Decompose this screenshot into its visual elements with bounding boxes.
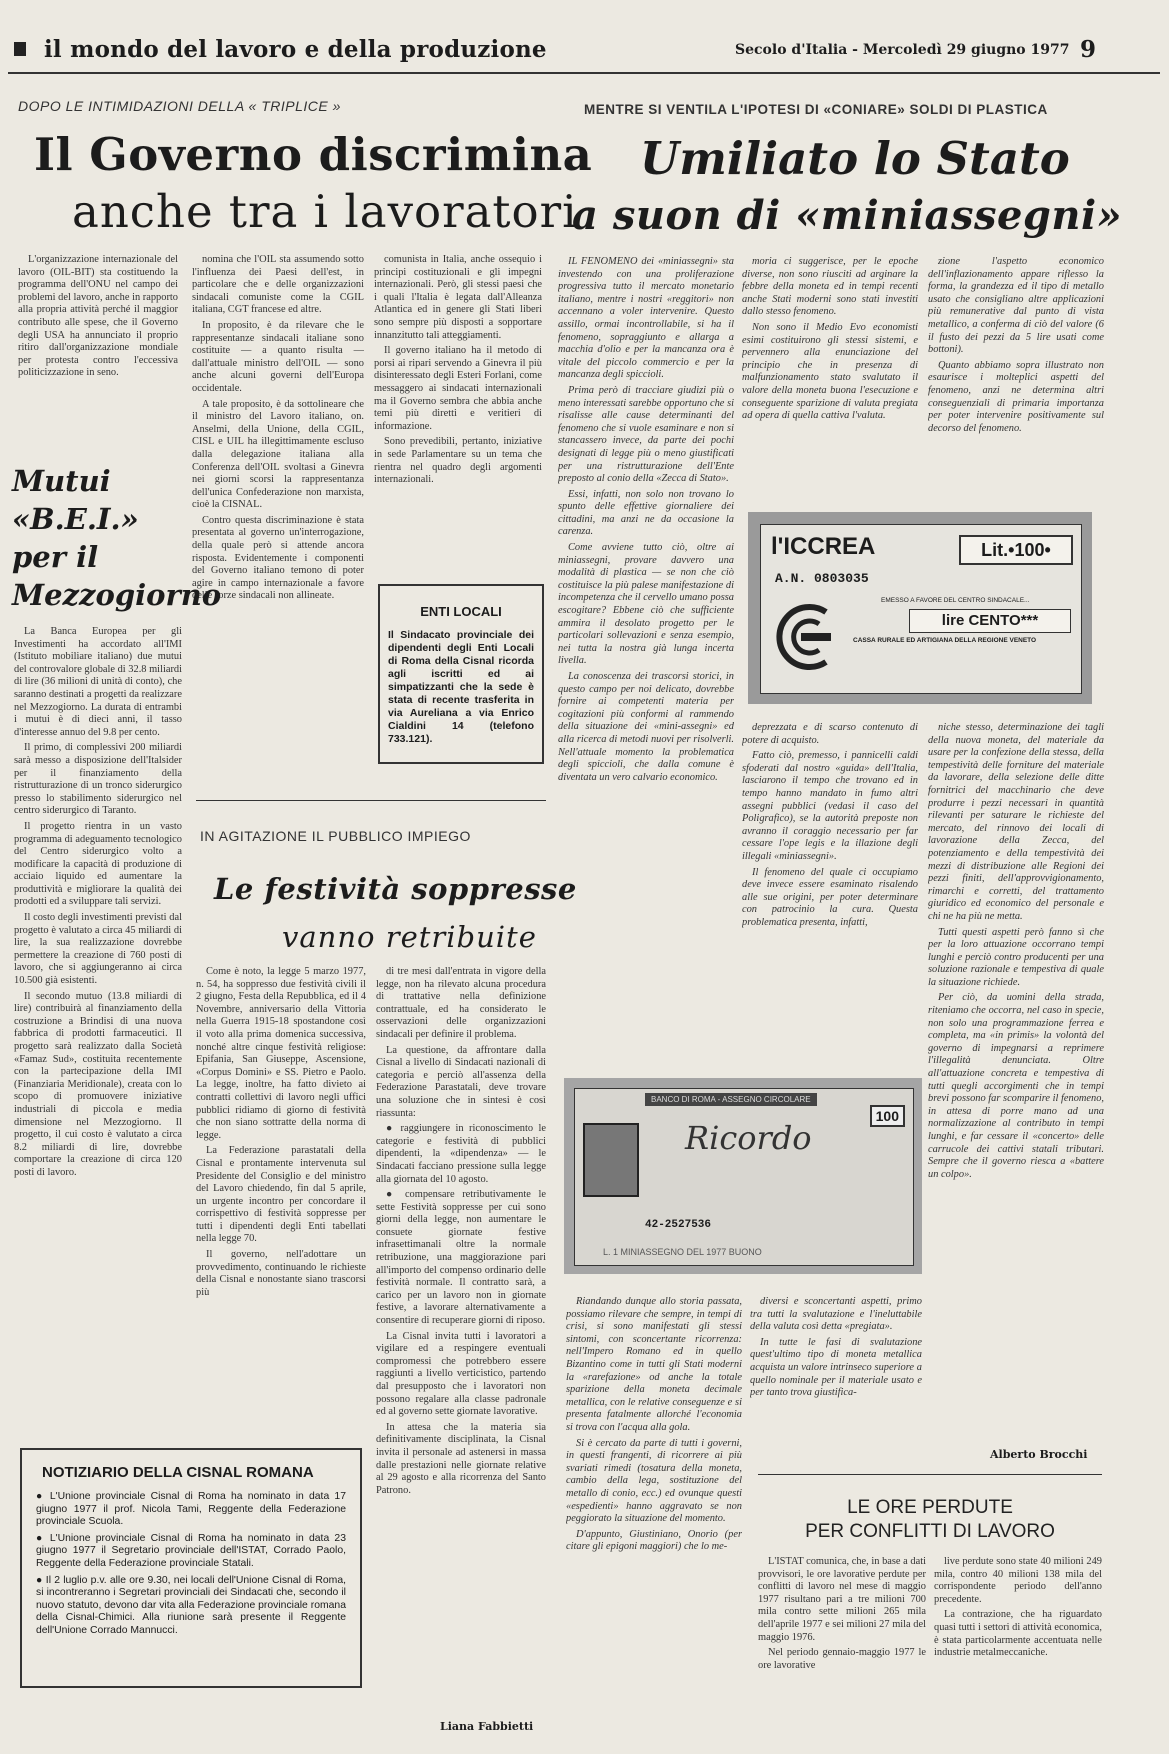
ore-perdute-top-rule xyxy=(758,1474,1102,1475)
paragraph: In proposito, è da rilevare che le rappresentanze sindacali italiane sono costituite — a quanto risulta — dall'attuale ministro dell'OIL — sono anche alcuni governi dell'Europa occidentale. xyxy=(192,319,364,394)
iccrea-amount-box: Lit.•100• xyxy=(959,535,1073,565)
paragraph: Come avviene tutto ciò, oltre ai miniassegni, provare davvero una modalità di plastica — se non che ciò costituisce la più palese manifestazione di incompetenza che il cervello umano possa escogitare? Ebbene ciò che sufficiente ammira il desolato progetto per le particolari sollevazioni e senza esempio, nei tutta la nostra già lunga incerta livella. xyxy=(558,542,734,667)
paragraph: L'organizzazione internazionale del lavoro (OIL-BIT) sta costituendo la programma dell'ONU nel campo dei problemi del lavoro, anche in rapporto alla propria attività perché il maggior contributo alle spese, che il Governo degli USA ha annunciato il proprio ritiro dall'organizzazione mondiale per protesta contro l'eccessiva politicizzazione in seno. xyxy=(18,254,178,379)
iccrea-cheque-photo xyxy=(748,512,1092,704)
paragraph: Riandando dunque allo storia passata, possiamo rilevare che sempre, in tempi di crisi, si sono manifestati gli stessi sintomi, con sconcertante ricorrenza: nell'Impero Romano ed in quello Bizantino come in tutti gli Stati moderni la «rarefazione» od anche la totale sparizione della moneta decimale metallica, con le relative conseguenze e si presenta fatalmente allorché l'economia si trova con l'acqua alla gola. xyxy=(566,1296,742,1433)
paragraph: Sono prevedibili, pertanto, iniziative in sede Parlamentare su un tema che rientra nel quadro degli argomenti internazionali. xyxy=(374,436,542,486)
paragraph: Il fenomeno del quale ci occupiamo deve invece essere esaminato risalendo alle sue origini, per poter determinare con patrocinio la cura. Questa problematica presenta, infatti, xyxy=(742,866,918,928)
enti-locali-title: ENTI LOCALI xyxy=(420,604,502,619)
banco-cheque-amount: 100 xyxy=(870,1105,905,1127)
banco-cheque-signature: Ricordo xyxy=(685,1119,812,1157)
mutui-headline-3: per il xyxy=(12,540,99,574)
section-title: il mondo del lavoro e della produzione xyxy=(44,36,547,63)
paragraph: niche stesso, determinazione dei tagli della nuova moneta, del materiale da usare per la confezione della stessa, della tempestività delle forniture del materiale da lavorare, della selezione delle ditte fornitrici del macchinario che deve produrre i pezzi necessari in quantità rilevanti per saturare le richieste del mercato, del rinnovo dei locali di lavorazione della Zecca, del potenziamento e della tempestività dei mezzi di distribuzione alle Regioni dei pezzi finiti, dell'approvvigionamento, rimarchi e corretti, del trattamento giuridico ed economico del personale e chi ne ha più ne metta. xyxy=(928,722,1104,922)
paragraph: Non sono il Medio Evo economisti esimi costituirono gli stessi sistemi, e pervennero alla enunciazione del principio che in presenza di malfunzionamento stato svalutato il valore della moneta buona l'esecuzione e conseguente sparizione di valuta pregiata ad opera di quella cattiva l'valuta. xyxy=(742,321,918,422)
iccrea-cheque xyxy=(760,524,1082,694)
ore-perdute-title-2: PER CONFLITTI DI LAVORO xyxy=(805,1521,1055,1542)
page-number: 9 xyxy=(1080,36,1097,63)
stato-col-2-bottom xyxy=(750,1296,922,1456)
ore-perdute-title xyxy=(758,1496,1102,1544)
paragraph: L'ISTAT comunica, che, in base a dati provvisori, le ore lavorative perdute per conflitti di lavoro nel mese di maggio 1977 risultano pari a tre milioni 700 mila contro sette milioni 265 mila dell'aprile 1977 e sei milioni 27 mila del maggio 1976. xyxy=(758,1556,926,1643)
iccrea-amount-words: lire CENTO*** xyxy=(909,609,1071,633)
iccrea-issued-by: EMESSO A FAVORE DEL CENTRO SINDACALE... xyxy=(881,597,1030,604)
paragraph: Essi, infatti, non solo non trovano lo spunto delle effettive giornaliere dei cittadini, ma anzi ne da occasione la carenza. xyxy=(558,488,734,538)
paragraph: IL FENOMENO dei «miniassegni» sta investendo con una proliferazione progressiva tutto il mercato monetario italiano, mentre i nostri «reggitori» non accennano a voler intervenire. Questo assillo, ormai incontrollabile, si ha il fenomeno, sopraggiunto e allarga a macchia d'olio e per la mancanza ora è vitale del piccolo commercio e per la mancanza degli spiccioli. xyxy=(558,256,734,381)
section-marker xyxy=(14,42,26,56)
paragraph: comunista in Italia, anche ossequio i principi costituzionali e gli impegni internazionali. Però, gli stessi paesi che i quali l'Italia è legata dall'Alleanza Atlantica ed in genere gli Stati liberi sono sempre più disposti a sopportare innanzitutto tali atteggiamenti. xyxy=(374,254,542,341)
stato-col-3-top xyxy=(928,256,1104,482)
paragraph: Quanto abbiamo sopra illustrato non esaurisce i molteplici aspetti del fenomeno, anzi ne determina altri conseguenziali di primaria importanza per poter intervenire positivamente sul decorso del fenomeno. xyxy=(928,359,1104,434)
stato-col-2-mid xyxy=(928,722,1104,1462)
paragraph: Fatto ciò, premesso, i pannicelli caldi sfoderati dal nostro «guida» dell'Italia, lasciarono il tempo che trovano ed in tempo hanno mandato in fumo altri assegni pubblici (vedasi il caso del Poligrafico), se la autorità preposte non avranno il coraggio necessario per far cessare l'ope legis e la illazione degli illegali «miniassegni». xyxy=(742,750,918,862)
festivita-byline: Liana Fabbietti xyxy=(440,1720,534,1733)
paragraph: Il primo, di complessivi 200 miliardi sarà messo a disposizione dell'Italsider per il finanziamento della ristrutturazione di un tronco siderurgico presso lo stabilimento siderurgico nel centro siderurgico di Taranto. xyxy=(14,742,182,817)
kicker-stato: MENTRE SI VENTILA L'IPOTESI DI «CONIARE» SOLDI DI PLASTICA xyxy=(584,102,1048,117)
ore-perdute-title-1: LE ORE PERDUTE xyxy=(847,1497,1013,1518)
governo-col-3 xyxy=(374,254,542,540)
banco-cheque-header: BANCO DI ROMA - ASSEGNO CIRCOLARE xyxy=(645,1093,817,1106)
mutui-headline-1: Mutui xyxy=(12,464,111,498)
paragraph: La conoscenza dei trascorsi storici, in questo campo per noi delicato, dovrebbe fornire ai competenti materia per cogitazioni più conformi al rammendo della situazione dei «mini-assegni» ed alla ricerca di metodi nuovi per risolverli. Nell'attuale momento la problematica degli spiccioli, che dalla comune è diventata un vero calvario economico. xyxy=(558,671,734,783)
iccrea-serial: A.N. 0803035 xyxy=(775,571,869,586)
paragraph: D'appunto, Giustiniano, Onorio (per citare gli epigoni maggiori) che lo me- xyxy=(566,1528,742,1553)
header-rule xyxy=(8,72,1160,74)
paragraph: Nel periodo gennaio-maggio 1977 le ore lavorative xyxy=(758,1647,926,1671)
paragraph: Per ciò, da uomini della strada, riteniamo che occorra, nel caso in specie, non solo una programmazione ferrea e completa, ma «in primis» la volontà del governo di impegnarsi a reprimere l'illegalità denunciata. Oltre all'attuazione concreta e tempestiva di tutti quegli accorgimenti che in tempi brevi possono far scomparire il fenomeno, in attesa di porre mano ad una normalizzazione al contributo in tempi lunghi, e far cessare il «concerto» delle carrucole dei cattivi statali tributari. Sempre che il governo riesca a «battere un colpo». xyxy=(928,992,1104,1180)
stato-col-1-bottom xyxy=(566,1296,742,1700)
stato-col-2-top xyxy=(742,256,918,482)
paragraph: live perdute sono state 40 milioni 249 mila, contro 40 milioni 138 mila del corrispondente periodo dell'anno precedente. xyxy=(934,1556,1102,1605)
notiziario-item: ● Il 2 luglio p.v. alle ore 9.30, nei locali dell'Unione Cisnal di Roma, si incontreranno i Segretari provinciali dei Sindacati che, secondo il nuovo statuto, devono dar vita alla Federazione provinciale romana della Cisnal-Chimici. Alla riunione sarà presente il Reggente dell'Unione Corrado Mannucci. xyxy=(36,1574,346,1636)
festivita-top-rule xyxy=(196,800,546,801)
paragraph: Il costo degli investimenti previsti dal progetto è valutato a circa 45 miliardi di lire, la sua realizzazione dovrebbe permettere la creazione di 760 posti di lavoro, che si aggiungeranno ai circa 10.500 già esistenti. xyxy=(14,912,182,987)
banco-cheque-stamp-icon xyxy=(583,1123,639,1197)
paragraph: In tutte le fasi di svalutazione quest'ultimo tipo di moneta metallica acquista un valore intrinseco superiore a quello nominale per il materiale usato e per tanto trova giustifica- xyxy=(750,1336,922,1399)
paragraph: Contro questa discriminazione è stata presentata al governo un'interrogazione, della quale però si attende ancora risposta. Evidentemente i componenti del Governo italiano temono di poter agire in campo internazionale a favore delle forze sindacali non allineate. xyxy=(192,514,364,602)
stato-col-1-mid xyxy=(742,722,918,1122)
paragraph: zione l'aspetto economico dell'inflazionamento appare riflesso la forma, la grandezza ed il tipo di metallo usato che consigliano altre applicazioni più remunerative dal punto di vista metallico, a conferma di ciò del valore (6 il fusto dei pezzi da 5 lire usati come bottoni). xyxy=(928,256,1104,356)
headline-stato-1: Umiliato lo Stato xyxy=(640,132,1070,185)
paragraph: La questione, da affrontare dalla Cisnal a livello di Sindacati nazionali di categoria e perciò all'assenza della Federazione Parastatali, deve trovare una soluzione che in sintesi è così riassunta: xyxy=(376,1044,546,1119)
paragraph: di tre mesi dall'entrata in vigore della legge, non ha rilevato alcuna procedura di trattative nella definizione contrattuale, ed ha considerato le osservazioni delle organizzazioni sindacali per definire il problema. xyxy=(376,966,546,1040)
paragraph: Il governo italiano ha il metodo di porsi ai ripari servendo a Ginevra il più disinteressato degli Esteri Forlani, come messaggero ai sindacati internazionali ma il Governo sembra che abbia anche temi più diretti e veritieri di informazione. xyxy=(374,345,542,432)
paragraph: La contrazione, che ha riguardato quasi tutti i settori di attività economica, è stata particolarmente accentuata nelle industrie metalmeccaniche. xyxy=(934,1609,1102,1659)
paragraph: deprezzata e di scarso contenuto di potere di acquisto. xyxy=(742,722,918,746)
notiziario-title: NOTIZIARIO DELLA CISNAL ROMANA xyxy=(42,1464,314,1481)
stato-byline: Alberto Brocchi xyxy=(990,1448,1088,1461)
headline-festivita-2: vanno retribuite xyxy=(282,920,537,954)
paragraph: Prima però di tracciare giudizi più o meno interessati sarebbe opportuno che si risalisse alle cause determinanti del fenomeno che si vuole esaminare e non si stancassero invece, da parte dei pochi designati di legge più o meno giustificati per una ristrutturazione dell'Ente preposto al conio della «Zecca di Stato». xyxy=(558,384,734,485)
ore-perdute-col-1 xyxy=(758,1556,926,1746)
banco-cheque-caption: L. 1 MINIASSEGNO DEL 1977 BUONO xyxy=(603,1247,762,1257)
mutui-headline xyxy=(12,462,221,614)
banco-cheque-photo xyxy=(564,1078,922,1274)
paragraph: La Federazione parastatali della Cisnal e prontamente intervenuta sul Presidente del Consiglio e del ministro del Lavoro chiedendo, fin dal 5 aprile, un urgente incontro per concordare il corrispettivo di festività soppresse per tutti i dipendenti degli Enti tabellati nella legge 70. xyxy=(196,1145,366,1245)
paragraph: Si è cercato da parte di tutti i governi, in questi frangenti, di ricorrere ai più svariati rimedi (tosatura della moneta, cambio della lega, sostituzione del metallo di conio, ecc.) ed ovunque questi «espedienti» hanno aggravato se non peggiorato la situazione del momento. xyxy=(566,1437,742,1525)
paragraph: Il governo, nell'adottare un provvedimento, continuando le richieste della Cisnal e nonostante siano trascorsi più xyxy=(196,1249,366,1298)
paragraph: La Cisnal invita tutti i lavoratori a vigilare ed a respingere eventuali compromessi che potrebbero essere raggiunti a livello verticistico, partendo dal presupposto che i lavoratori non possono regalare alla classe padronale ed al governo sette giornate lavorative. xyxy=(376,1330,546,1418)
notiziario-box xyxy=(20,1448,362,1688)
paragraph: ● compensare retributivamente le sette Festività soppresse per cui sono giorni della legge, non aumentare le consuete giornate festive infrasettimanali oltre la normale retribuzione, una maggiorazione pari all'importo del compenso ordinario delle festività normale. Il contratto sarà, a carico per un lavoro non in giornate festive, a lavorare alternativamente a consentire di recuperare giorni di riposo. xyxy=(376,1189,546,1327)
mutui-headline-2: «B.E.I.» xyxy=(12,502,139,536)
mutui-headline-4: Mezzogiorno xyxy=(12,578,222,612)
kicker-governo: DOPO LE INTIMIDAZIONI DELLA « TRIPLICE » xyxy=(18,98,341,114)
kicker-festivita: IN AGITAZIONE IL PUBBLICO IMPIEGO xyxy=(200,828,471,844)
paragraph: Il secondo mutuo (13.8 miliardi di lire) contribuirà al finanziamento della costruzione a Brindisi di una nuova fabbrica di prodotti farmaceutici. Il progetto sarà realizzato dalla Società «Famaz Sud», costituita recentemente con la partecipazione della IMI (Finanziaria Meridionale), creata con lo scopo di promuovere iniziative industriali di piccola e media dimensione nel Mezzogiorno. Il progetto, il cui costo è valutato a circa 8.2 miliardi di lire, dovrebbe comportare la creazione di circa 120 posti di lavoro. xyxy=(14,990,182,1178)
headline-governo-2: anche tra i lavoratori xyxy=(72,185,578,238)
notiziario-item: ● L'Unione provinciale Cisnal di Roma ha nominato in data 23 giugno 1977 il Segretario provinciale dell'ISTAT, Corrado Paolo, Reggente della Federazione provinciale Statali. xyxy=(36,1532,346,1569)
paragraph: In attesa che la materia sia definitivamente disciplinata, la Cisnal invita il personale ad astenersi in massa dalle prestazioni nelle giornate relative al 29 agosto e alla ricorrenza del Santo Patrono. xyxy=(376,1421,546,1496)
headline-stato-2: a suon di «miniassegni» xyxy=(572,192,1123,239)
festivita-col-1 xyxy=(196,966,366,1440)
iccrea-emblem-icon xyxy=(771,597,841,677)
festivita-col-2 xyxy=(376,966,546,1714)
paragraph: A tale proposito, è da sottolineare che il ministro del Lavoro italiano, on. Anselmi, della Unione, della CGIL, CISL e UIL ha illegittimamente escluso dalla delegazione italiana alla Conferenza dell'OIL svoltasi a Ginevra nei giorni scorsi la rappresentanza dell'unica Confederazione non marxista, cioè la CISNAL. xyxy=(192,398,364,511)
headline-governo-1: Il Governo discrimina xyxy=(34,128,593,181)
headline-festivita-1: Le festività soppresse xyxy=(214,872,577,906)
ore-perdute-col-2 xyxy=(934,1556,1102,1746)
paragraph: Come è noto, la legge 5 marzo 1977, n. 54, ha soppresso due festività civili il 2 giugno, Festa della Repubblica, ed il 4 Novembre, anniversario della Vittoria nella Guerra 1915-18 spostandone così il voto alla prima domenica successiva, nonché altre cinque festività religiose: Epifania, San Giuseppe, Ascensione, «Corpus Domini» e SS. Pietro e Paolo. La legge, inoltre, ha fatto divieto ai contratti collettivi di lavoro negli uffici pubblici ridiamo di giorno di festività che non siano sottratte della norma di legge. xyxy=(196,966,366,1141)
paragraph: La Banca Europea per gli Investimenti ha accordato all'IMI (Istituto mobiliare italiano) due mutui del controvalore globale di 32.8 miliardi di lire (36 milioni di unità di conto), che saranno destinati a progetti da realizzare nel Mezzogiorno. La durata di entrambi i mutui è di dieci anni, il tasso d'interesse annuo del 9.8 per cento. xyxy=(14,626,182,738)
notiziario-item: ● L'Unione provinciale Cisnal di Roma ha nominato in data 17 giugno 1977 il prof. Nicola Tami, Reggente della Federazione provinciale Scuola. xyxy=(36,1491,346,1528)
enti-locali-body: Il Sindacato provinciale dei dipendenti degli Enti Locali di Roma della Cisnal ricorda agli iscritti ed ai simpatizzanti che la sede è stata di recente trasferita in via Aureliana a via Enrico Cialdini 14 (telefono 733.121). xyxy=(388,629,534,745)
dateline: Secolo d'Italia - Mercoledì 29 giugno 1977 xyxy=(735,42,1070,58)
paragraph: Tutti questi aspetti però fanno sì che per la loro attuazione occorrano tempi lunghi e perciò contro producenti per una soluzione razionale e tempestiva di quale la situazione richiede. xyxy=(928,926,1104,988)
enti-locali-box xyxy=(378,584,544,764)
paragraph: diversi e sconcertanti aspetti, primo tra tutti la svalutazione e l'ineluttabile della valuta così detta «pregiata». xyxy=(750,1296,922,1333)
governo-col-1 xyxy=(18,254,178,428)
paragraph: nomina che l'OIL sta assumendo sotto l'influenza dei Paesi dell'est, in particolare che e delle organizzazioni sindacali comuniste come la CGIL italiana, CGT francese ed altre. xyxy=(192,254,364,316)
banco-cheque-serial: 42-2527536 xyxy=(645,1219,712,1231)
paragraph: ● raggiungere in riconoscimento le categorie e festività di pubblici dipendenti, la «dipendenza» — le Sindacati facciano pressione sulla legge alla giornata del 10 agosto. xyxy=(376,1123,546,1185)
iccrea-logo: l'ICCREA xyxy=(771,533,876,560)
paragraph: moria ci suggerisce, per le epoche diverse, non sono riusciti ad arginare la febbre della moneta ed in tempi recenti anche Stati moderni sono stati investiti dallo stesso fenomeno. xyxy=(742,256,918,318)
paragraph: Il progetto rientra in un vasto programma di adeguamento tecnologico del Centro siderurgico volto a modificare la capacità di produzione di acciaio liquido ed aumentare la produttività e migliorare la qualità dei prodotti ed a sviluppare tali servizi. xyxy=(14,820,182,908)
banco-cheque xyxy=(574,1088,914,1266)
iccrea-payee: CASSA RURALE ED ARTIGIANA DELLA REGIONE VENETO xyxy=(853,637,1037,644)
